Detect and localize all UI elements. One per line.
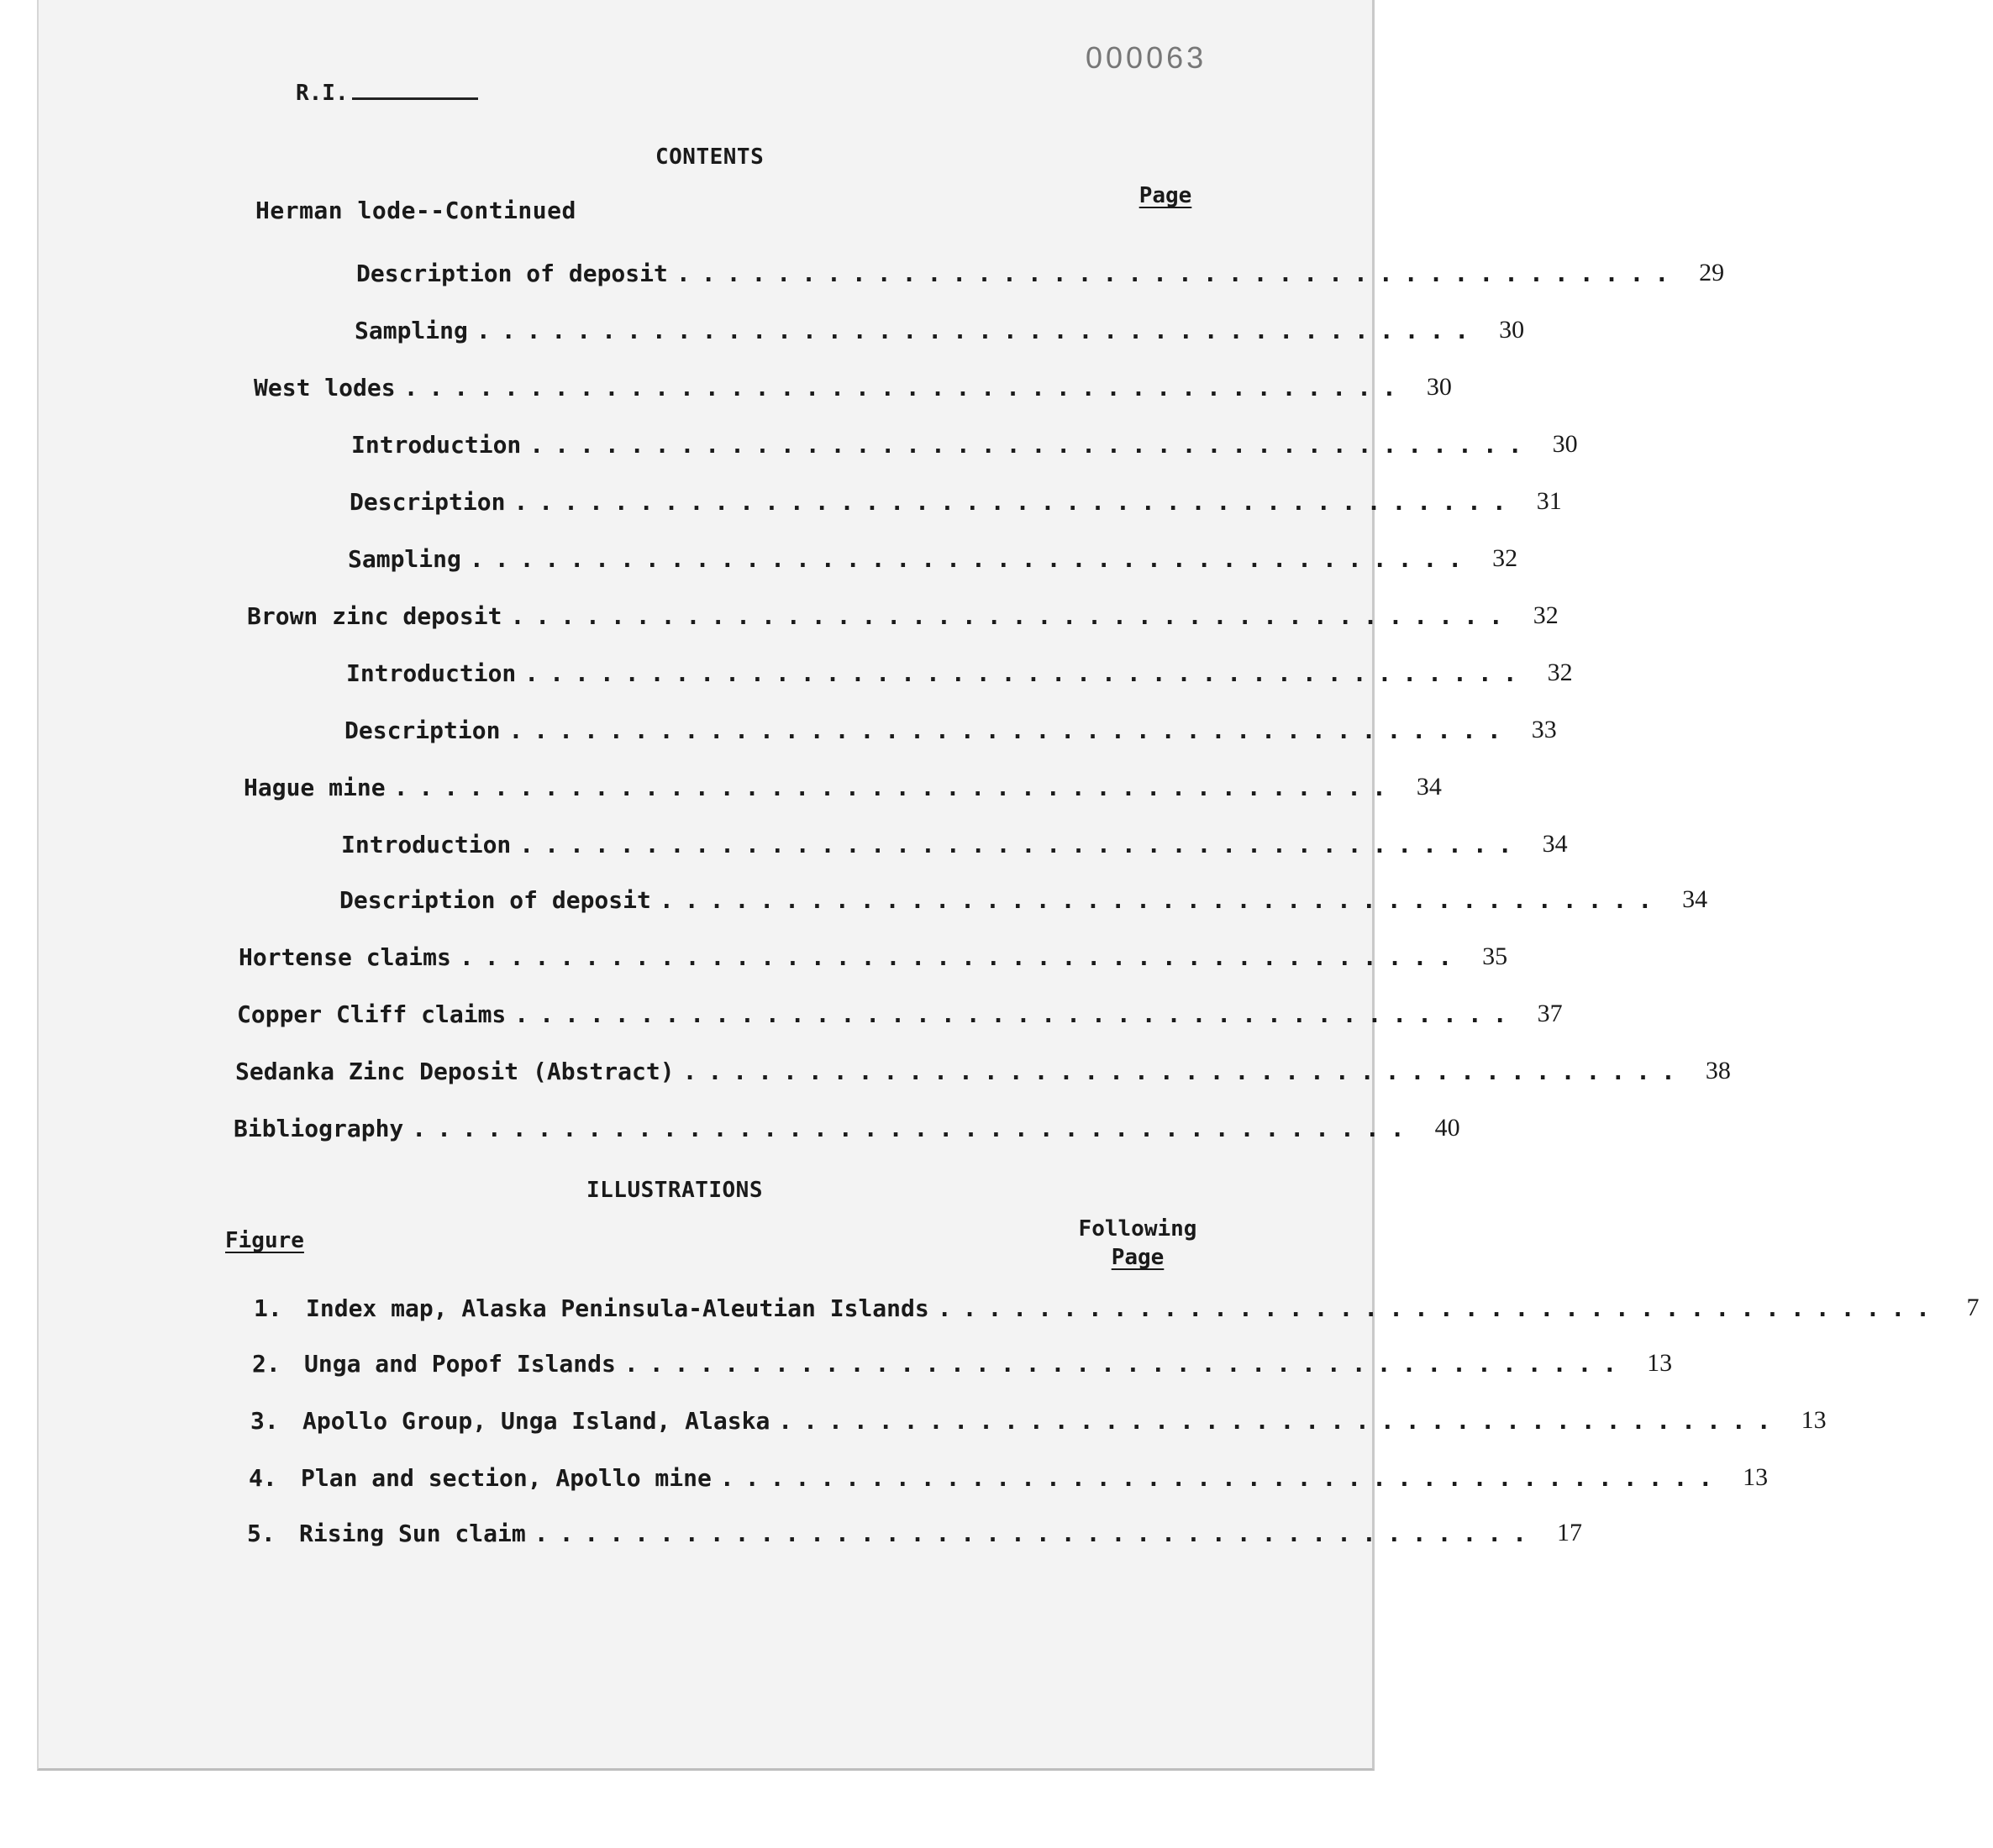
toc-entry	[254, 371, 1452, 402]
dot-leader: ........................................	[937, 1294, 1942, 1322]
figure-title: Rising Sun claim	[299, 1520, 526, 1547]
figure-entry-page: 7	[1966, 1294, 1980, 1321]
dot-leader: ........................................	[524, 659, 1528, 687]
toc-entry-title: Description of deposit	[356, 260, 668, 287]
figure-entry	[249, 1462, 1769, 1492]
dot-leader: ........................................	[534, 1520, 1538, 1547]
dot-leader: ........................................	[459, 943, 1464, 971]
toc-entry-title: Bibliography	[234, 1115, 404, 1142]
toc-entry-page: 34	[1682, 885, 1708, 913]
figure-entry-title	[249, 1464, 712, 1492]
dot-leader: ........................................	[529, 431, 1533, 459]
toc-entry	[348, 543, 1518, 573]
toc-entry-title: Introduction	[346, 659, 517, 687]
toc-entry-page: 32	[1533, 601, 1559, 629]
dot-leader: ........................................	[682, 1058, 1686, 1085]
toc-entry-page: 29	[1699, 259, 1725, 286]
toc-entry-page: 31	[1536, 487, 1562, 515]
toc-entry-title: Introduction	[341, 831, 512, 858]
page-stamp: 000063	[1086, 40, 1207, 75]
figure-title: Apollo Group, Unga Island, Alaska	[302, 1407, 770, 1435]
toc-entry-page: 34	[1416, 773, 1442, 801]
toc-entry	[339, 884, 1708, 914]
dot-leader: ........................................	[519, 831, 1523, 858]
toc-entry-page: 30	[1499, 316, 1525, 344]
figure-entry-title	[254, 1294, 929, 1322]
toc-entry	[247, 600, 1559, 630]
illustrations-heading: ILLUSTRATIONS	[586, 1178, 763, 1203]
figure-title: Unga and Popof Islands	[304, 1350, 616, 1378]
toc-entry	[341, 828, 1568, 858]
figure-entry-page: 13	[1647, 1349, 1673, 1377]
figure-title: Index map, Alaska Peninsula-Aleutian Islands	[306, 1294, 929, 1322]
toc-entry-page: 32	[1547, 659, 1573, 686]
toc-entry	[355, 314, 1525, 344]
dot-leader: ........................................	[412, 1115, 1416, 1142]
toc-entry	[356, 257, 1725, 287]
toc-entry-title: Introduction	[351, 431, 522, 459]
ri-text: R.I.	[296, 81, 349, 106]
figure-entry	[254, 1292, 1980, 1322]
toc-entry-title: Copper Cliff claims	[237, 1000, 507, 1028]
following-page-label	[1054, 1215, 1222, 1272]
toc-entry-page: 34	[1542, 830, 1568, 858]
toc-entry-title: Hortense claims	[239, 943, 451, 971]
figure-entry-title	[250, 1407, 770, 1435]
toc-entry-title: Sedanka Zinc Deposit (Abstract)	[235, 1058, 675, 1085]
dot-leader: ........................................	[513, 488, 1517, 516]
toc-entry-title: Sampling	[348, 545, 461, 573]
figure-entry-page: 13	[1801, 1406, 1827, 1434]
toc-entry	[244, 771, 1442, 801]
figure-number: 5.	[247, 1520, 276, 1547]
toc-entry-title: Hague mine	[244, 774, 386, 801]
dot-leader: ........................................	[393, 774, 1397, 801]
following-page-sublabel: Page	[1111, 1245, 1165, 1270]
toc-entry-page: 37	[1537, 1000, 1563, 1027]
figure-entry-title	[247, 1520, 526, 1547]
toc-entry-page: 30	[1426, 373, 1452, 401]
page-column-label: Page	[1138, 183, 1192, 208]
dot-leader: ........................................	[514, 1000, 1518, 1028]
toc-entry	[350, 486, 1562, 516]
toc-entry	[234, 1112, 1460, 1142]
toc-entry-page: 30	[1552, 430, 1578, 458]
toc-entry-page: 32	[1492, 544, 1518, 572]
toc-entry-page: 38	[1705, 1057, 1731, 1084]
dot-leader: ........................................	[403, 374, 1407, 402]
toc-entry-title: Sampling	[355, 317, 468, 344]
toc-entry	[351, 428, 1578, 459]
dot-leader: ........................................	[623, 1350, 1628, 1378]
toc-entry-page: 40	[1434, 1114, 1460, 1142]
toc-entry-title: West lodes	[254, 374, 396, 402]
dot-leader: ........................................	[676, 260, 1680, 287]
section-continued: Herman lode--Continued	[255, 197, 576, 224]
toc-entry-page: 33	[1531, 716, 1557, 743]
toc-entry	[344, 714, 1557, 744]
figure-column-label: Figure	[225, 1228, 304, 1253]
figure-entry-page: 17	[1557, 1519, 1583, 1546]
figure-entry	[252, 1347, 1673, 1378]
dot-leader: ........................................	[719, 1464, 1724, 1492]
toc-entry	[346, 657, 1573, 687]
document-page	[37, 0, 1980, 1771]
ri-label	[296, 81, 478, 106]
figure-entry	[250, 1404, 1827, 1435]
toc-entry	[237, 998, 1563, 1028]
figure-title: Plan and section, Apollo mine	[301, 1464, 712, 1492]
dot-leader: ........................................	[476, 317, 1480, 344]
figure-entry	[247, 1517, 1583, 1547]
ri-blank-line	[352, 97, 478, 100]
following-label: Following	[1078, 1216, 1197, 1242]
figure-entry-title	[252, 1350, 616, 1378]
toc-entry-page: 35	[1482, 942, 1508, 970]
figure-number: 1.	[254, 1294, 282, 1322]
toc-entry	[235, 1055, 1731, 1085]
dot-leader: ........................................	[659, 886, 1664, 914]
figure-number: 2.	[252, 1350, 281, 1378]
toc-entry-title: Description	[350, 488, 506, 516]
figure-number: 3.	[250, 1407, 279, 1435]
figure-entry-page: 13	[1743, 1463, 1769, 1491]
toc-entry-title: Description of deposit	[339, 886, 651, 914]
toc-entry	[239, 941, 1508, 971]
dot-leader: ........................................	[510, 602, 1514, 630]
dot-leader: ........................................	[778, 1407, 1782, 1435]
dot-leader: ........................................	[469, 545, 1474, 573]
toc-entry-title: Description	[344, 717, 501, 744]
toc-entry-title: Brown zinc deposit	[247, 602, 502, 630]
dot-leader: ........................................	[508, 717, 1512, 744]
figure-number: 4.	[249, 1464, 277, 1492]
contents-heading: CONTENTS	[655, 144, 765, 170]
